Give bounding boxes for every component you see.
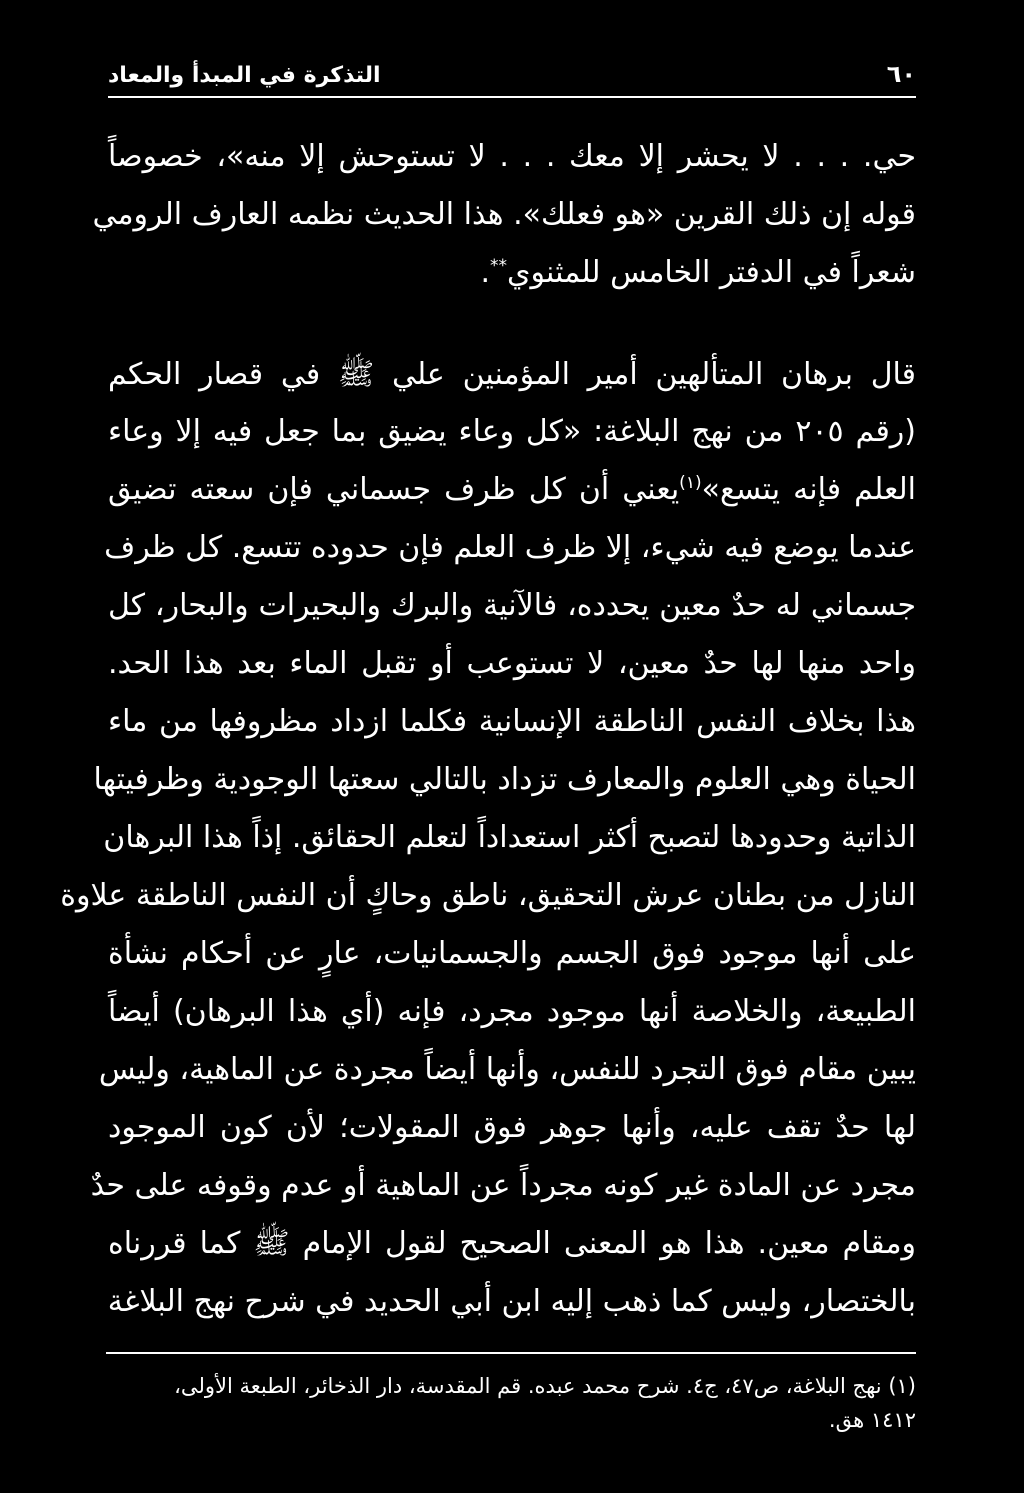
text-line: لها حدٌ تقف عليه، وأنها جوهر فوق المقولات؛ لأن كون الموجود [108,1110,916,1145]
footnote-ref: (١) [679,473,702,493]
footnote-divider [106,1352,916,1354]
text-line: على أنها موجود فوق الجسم والجسمانيات، عارٍ عن أحكام نشأة [108,936,916,971]
text-line [108,250,916,296]
footnote-line: ١٤١٢ هق. [828,1408,916,1432]
text-line: قوله إن ذلك القرين «هو فعلك». هذا الحديث نظمه العارف الرومي [92,197,916,232]
text-line [108,467,916,513]
text-line: الذاتية وحدودها لتصبح أكثر استعداداً لتعلم الحقائق. إذاً هذا البرهان [103,820,916,855]
quote-end-segment: العلم فإنه يتسع» [701,472,916,507]
text-line: النازل من بطنان عرش التحقيق، ناطق وحاكٍ أن النفس الناطقة علاوة [60,878,916,913]
text-line: جسماني له حدٌ معين يحدده، فالآنية والبرك والبحيرات والبحار، كل [108,588,916,623]
footnote-line: (١) نهج البلاغة، ص٤٧، ج٤. شرح محمد عبده. قم المقدسة، دار الذخائر، الطبعة الأولى، [174,1374,916,1398]
text-segment: يعني أن كل ظرف جسماني فإن سعته تضيق [108,472,680,507]
text-line: بالختصار، وليس كما ذهب إليه ابن أبي الحديد في شرح نهج البلاغة [107,1284,916,1319]
footnote-marker: ** [490,256,508,276]
text-line: قال برهان المتألهين أمير المؤمنين علي ﷺ في قصار الحكم [108,357,916,392]
text-line: حي. . . . لا يحشر إلا معك . . . لا تستوحش إلا منه»، خصوصاً [108,139,916,174]
text-line: الحياة وهي العلوم والمعارف تزداد بالتالي سعتها الوجودية وظرفيتها [93,762,916,797]
page-header [108,48,916,98]
text-line: هذا بخلاف النفس الناطقة الإنسانية فكلما ازداد مظروفها من ماء [108,704,916,739]
text-line: عندما يوضع فيه شيء، إلا ظرف العلم فإن حدوده تتسع. كل ظرف [104,530,916,565]
text-line: ومقام معين. هذا هو المعنى الصحيح لقول الإمام ﷺ كما قررناه [108,1226,916,1261]
text-segment: شعراً في الدفتر الخامس للمثنوي [507,255,916,290]
text-line: يبين مقام فوق التجرد للنفس، وأنها أيضاً مجردة عن الماهية، وليس [98,1052,916,1087]
text-line: (رقم ٢٠٥ من نهج البلاغة: «كل وعاء يضيق بما جعل فيه إلا وعاء [108,414,916,449]
page-number: ٦٠ [886,60,916,88]
text-line: واحد منها لها حدٌ معين، لا تستوعب أو تقبل الماء بعد هذا الحد. [108,646,916,681]
period-mark: . [480,255,491,290]
text-line: الطبيعة، والخلاصة أنها موجود مجرد، فإنه (أي هذا البرهان) أيضاً [108,994,916,1029]
text-line: مجرد عن المادة غير كونه مجرداً عن الماهية أو عدم وقوفه على حدٌ [90,1168,916,1203]
running-title: التذكرة في المبدأ والمعاد [108,63,381,88]
